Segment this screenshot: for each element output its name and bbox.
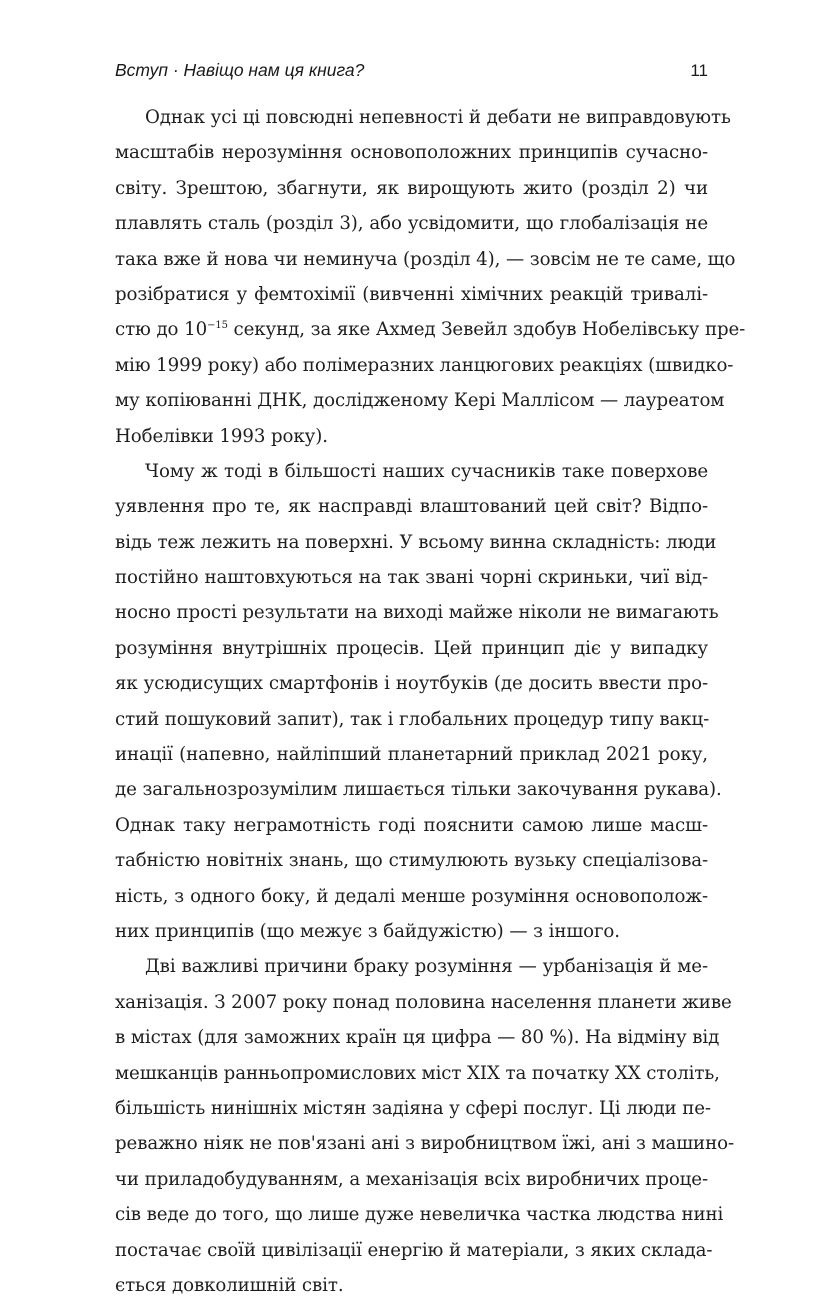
- text-span: секунд, за яке Ахмед Зевейл здобув Нобелівську пре-: [227, 319, 746, 341]
- text-line: відь теж лежить на поверхні. У всьому винна складність: люди: [115, 531, 717, 553]
- body-text: [115, 100, 746, 1303]
- text-line: розуміння внутрішніх процесів. Цей принцип діє у випадку: [115, 637, 708, 659]
- text-line: ється довколишній світ.: [115, 1274, 344, 1296]
- running-title: Вступ · Навіщо нам ця книга?: [115, 60, 365, 80]
- text-line: инації (напевно, найліпший планетарний приклад 2021 року,: [115, 744, 708, 766]
- text-line: як усюдисущих смартфонів і ноутбуків (де досить ввести про-: [115, 673, 708, 695]
- text-line: чи приладобудуванням, а механізація всіх виробничих проце-: [115, 1168, 708, 1190]
- text-line: де загальнозрозумілим лишається тільки закочування рукава).: [115, 779, 722, 801]
- text-line: плавлять сталь (розділ 3), або усвідомити, що глобалізація не: [115, 213, 708, 235]
- text-line: світу. Зрештою, збагнути, як вирощують жито (розділ 2) чи: [115, 177, 708, 199]
- text-line: [115, 312, 746, 347]
- text-line: Однак усі ці повсюдні непевності й дебати не виправдовують: [145, 107, 731, 128]
- text-line: мешканців ранньопромислових міст XIX та початку XX століть,: [115, 1062, 720, 1084]
- text-line: в містах (для заможних країн ця цифра — 80 %). На відміну від: [115, 1027, 720, 1049]
- text-span: стю до 10: [115, 319, 208, 341]
- text-line: розібратися у фемтохімії (вивченні хімічних реакцій тривалі-: [115, 283, 708, 305]
- text-line: масштабів нерозуміння основоположних принципів сучасно-: [115, 142, 708, 164]
- text-line: більшість нинішніх містян задіяна у сфері послуг. Ці люди пе-: [115, 1097, 711, 1119]
- text-line: уявлення про те, як насправді влаштований цей світ? Відпо-: [115, 496, 708, 518]
- text-line: реважно ніяк не пов'язані ані з виробництвом їжі, ані з машино-: [115, 1133, 734, 1155]
- text-line: постійно наштовхуються на так звані чорні скриньки, чиї від-: [115, 567, 708, 589]
- page-number: 11: [690, 61, 708, 80]
- text-line: Однак таку неграмотність годі пояснити самою лише масш-: [115, 814, 708, 836]
- paragraph-3: [115, 949, 734, 1303]
- superscript: −15: [207, 320, 228, 332]
- text-line: ханізація. З 2007 року понад половина населення планети живе: [115, 991, 732, 1013]
- text-line: табністю новітніх знань, що стимулюють вузьку спеціалізова-: [115, 850, 708, 872]
- text-line: носно прості результати на виході майже ніколи не вимагають: [115, 602, 719, 624]
- text-line: постачає своїй цивілізації енергію й матеріали, з яких склада-: [115, 1239, 713, 1261]
- text-line: стий пошуковий запит), так і глобальних процедур типу вакц-: [115, 708, 710, 730]
- paragraph-2: [115, 454, 722, 949]
- text-line: сів веде до того, що лише дуже невеличка частка людства нині: [115, 1204, 724, 1226]
- text-line: му копіюванні ДНК, дослідженому Кері Маллісом — лауреатом: [115, 390, 725, 412]
- text-line: Чому ж тоді в більшості наших сучасників таке поверхове: [145, 460, 708, 482]
- text-line: Нобелівки 1993 року).: [115, 425, 328, 447]
- running-header: [115, 60, 708, 81]
- paragraph-1: [115, 100, 746, 454]
- text-line: ність, з одного боку, й дедалі менше розуміння основополож-: [115, 885, 708, 907]
- text-line: Дві важливі причини браку розуміння — урбанізація й ме-: [145, 956, 708, 978]
- text-line: них принципів (що межує з байдужістю) — з іншого.: [115, 920, 620, 942]
- text-line: мію 1999 року) або полімеразних ланцюгових реакціях (швидко-: [115, 354, 734, 376]
- text-line: така вже й нова чи неминуча (розділ 4), — зовсім не те саме, що: [115, 248, 736, 270]
